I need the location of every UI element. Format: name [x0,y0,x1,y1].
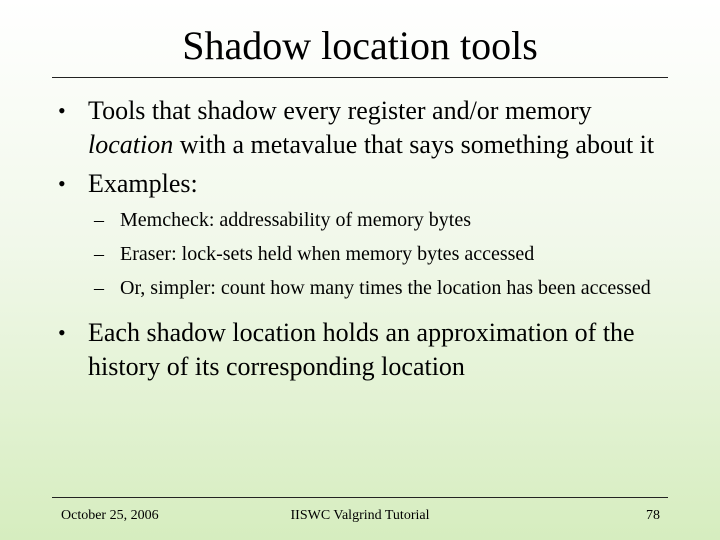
sub-bullet-item [58,206,678,234]
sub-bullet-item [58,274,678,302]
bullet-text: Each shadow location holds an approximation of the history of its corresponding location [88,318,635,381]
examples-list [58,206,678,302]
bullet-item [58,316,678,384]
bullet-text-part: Tools that shadow every register and/or memory [88,96,592,125]
sub-bullet-text: Eraser: lock-sets held when memory bytes accessed [120,243,535,265]
slide-title: Shadow location tools [182,23,538,68]
page-number: 78 [646,508,660,523]
footer-title: IISWC Valgrind Tutorial [290,508,430,523]
bullet-item [58,167,678,201]
bullet-text-part: with a metavalue that says something about it [173,130,655,159]
bullet-icon: • [58,320,66,345]
slide-body [58,94,678,389]
title-divider [52,77,668,78]
bullet-text: Examples: [88,169,198,198]
bullet-icon: • [58,171,66,196]
sub-bullet-item [58,240,678,268]
bullet-item [58,94,678,162]
bullet-emphasis: location [88,130,174,159]
footer-date: October 25, 2006 [61,508,159,523]
dash-icon: – [94,277,104,299]
sub-bullet-text: Or, simpler: count how many times the location has been accessed [120,277,651,299]
dash-icon: – [94,209,104,231]
footer-divider [52,497,668,498]
sub-bullet-text: Memcheck: addressability of memory bytes [120,209,472,231]
dash-icon: – [94,243,104,265]
bullet-icon: • [58,98,66,123]
